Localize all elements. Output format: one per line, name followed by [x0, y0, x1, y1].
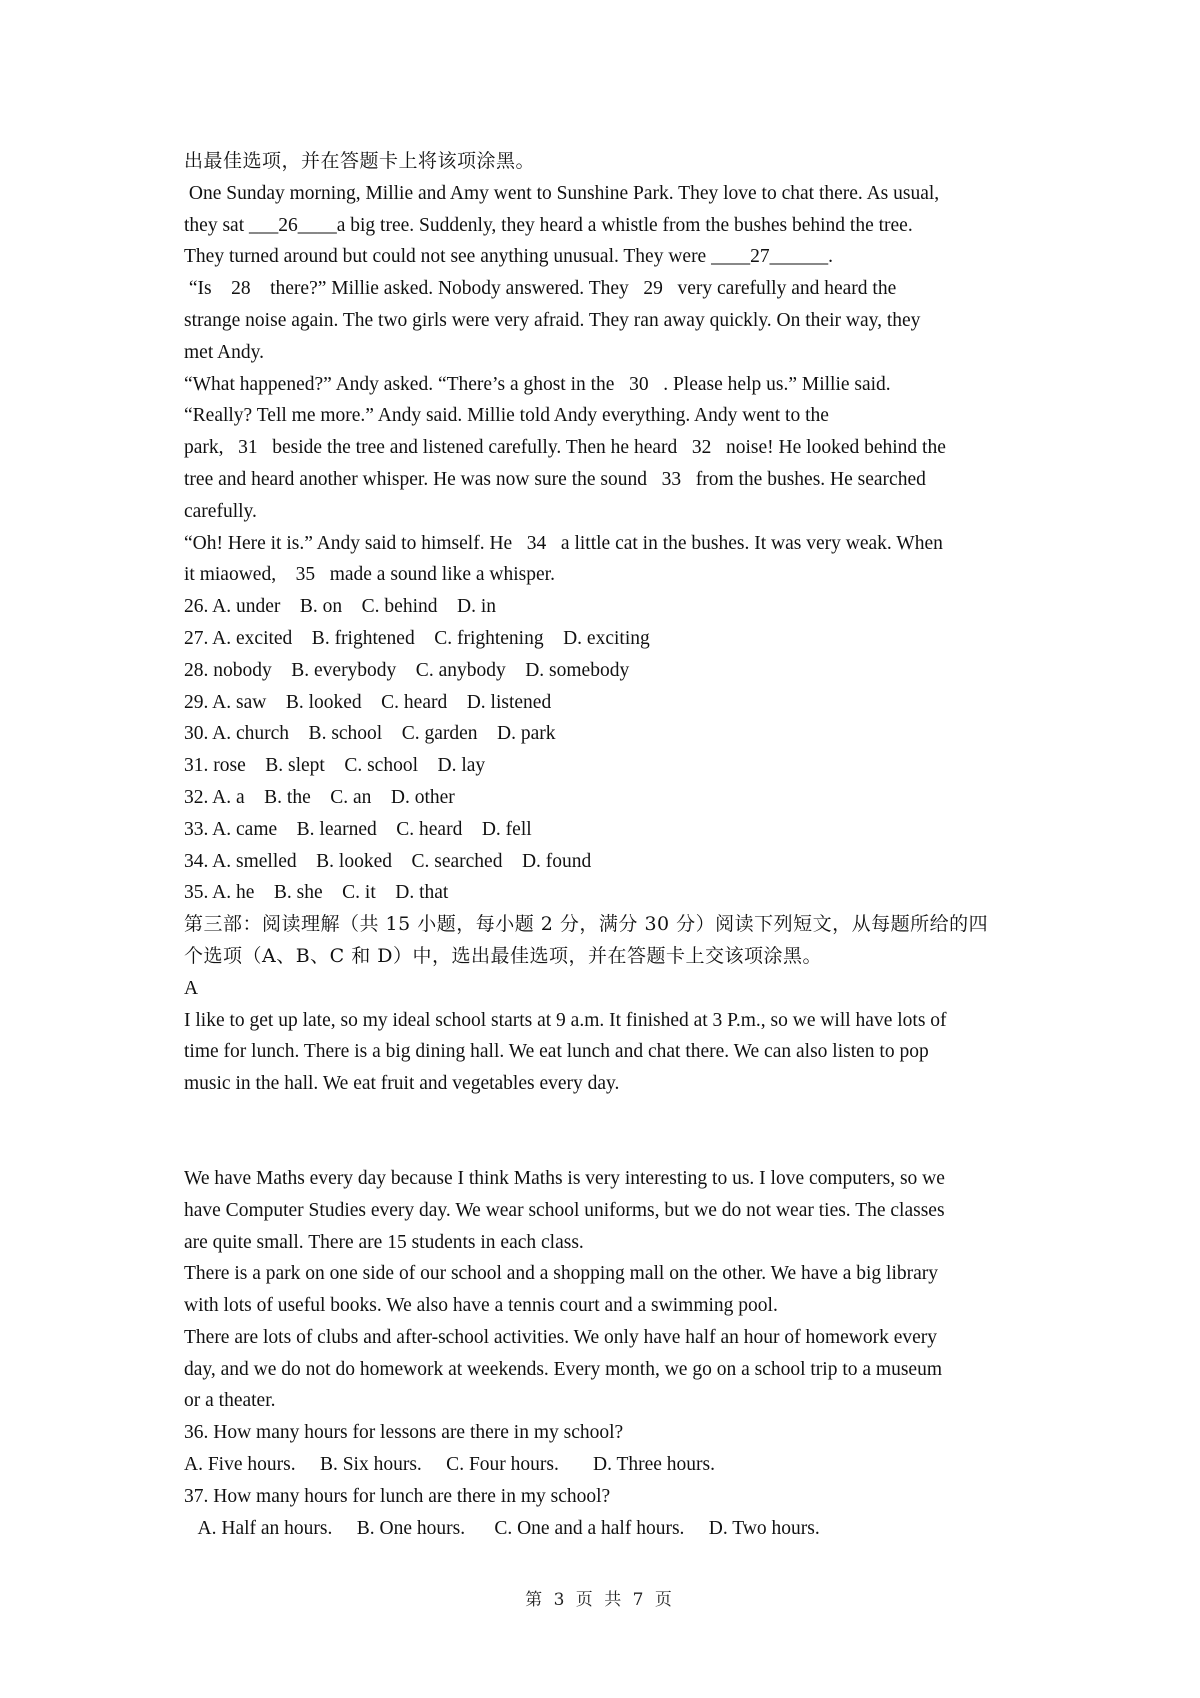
option-line: 33. A. came B. learned C. heard D. fell [184, 818, 532, 840]
paragraph-line: I like to get up late, so my ideal school starts at 9 a.m. It finished at 3 P.m., so we will have lots of [184, 1009, 947, 1031]
paragraph-line: or a theater. [184, 1390, 276, 1412]
passage-line: They turned around but could not see anything unusual. They were ____27______. [184, 246, 833, 268]
option-line: 34. A. smelled B. looked C. searched D. found [184, 850, 592, 872]
option-line: 26. A. under B. on C. behind D. in [184, 596, 496, 618]
instruction-text: 出最佳选项，并在答题卡上将该项涂黑。 [184, 150, 536, 172]
option-line: 32. A. a B. the C. an D. other [184, 786, 455, 808]
paragraph-line: have Computer Studies every day. We wear school uniforms, but we do not wear ties. The classes [184, 1199, 945, 1221]
blank-gap [184, 1100, 1034, 1163]
option-line: 35. A. he B. she C. it D. that [184, 882, 449, 904]
page-content [184, 146, 1034, 1544]
passage-line: carefully. [184, 500, 257, 522]
paragraph-line: time for lunch. There is a big dining hall. We eat lunch and chat there. We can also listen to pop [184, 1041, 929, 1063]
reading-paragraph-1 [184, 1005, 1034, 1100]
page-footer: 第 3 页 共 7 页 [525, 1590, 675, 1610]
passage-line: tree and heard another whisper. He was now sure the sound 33 from the bushes. He searched [184, 468, 926, 490]
answer-options: A. Half an hours. B. One hours. C. One and a half hours. D. Two hours. [184, 1517, 820, 1539]
option-line: 28. nobody B. everybody C. anybody D. somebody [184, 659, 630, 681]
reading-questions [184, 1417, 1034, 1544]
paragraph-line: with lots of useful books. We also have a tennis court and a swimming pool. [184, 1295, 778, 1317]
passage-label: A [184, 977, 199, 999]
passage-line: park, 31 beside the tree and listened carefully. Then he heard 32 noise! He looked behind the [184, 437, 946, 459]
passage-line: One Sunday morning, Millie and Amy went to Sunshine Park. They love to chat there. As usual, [184, 182, 940, 204]
option-line: 30. A. church B. school C. garden D. park [184, 723, 556, 745]
passage-line: it miaowed, 35 made a sound like a whisper. [184, 564, 555, 586]
passage-line: “Really? Tell me more.” Andy said. Millie told Andy everything. Andy went to the [184, 405, 829, 427]
passage-line: they sat ___26____a big tree. Suddenly, they heard a whistle from the bushes behind the tree. [184, 214, 913, 236]
passage-line: “Oh! Here it is.” Andy said to himself. He 34 a little cat in the bushes. It was very weak. When [184, 532, 943, 554]
passage-line: strange noise again. The two girls were very afraid. They ran away quickly. On their way, they [184, 309, 921, 331]
option-line: 29. A. saw B. looked C. heard D. listened [184, 691, 552, 713]
paragraph-line: We have Maths every day because I think Maths is very interesting to us. I love computers, so we [184, 1167, 945, 1189]
passage-line: “Is 28 there?” Millie asked. Nobody answered. They 29 very carefully and heard the [184, 278, 897, 300]
paragraph-line: day, and we do not do homework at weekends. Every month, we go on a school trip to a museum [184, 1358, 942, 1380]
paragraph-line: music in the hall. We eat fruit and vegetables every day. [184, 1073, 620, 1095]
option-line: 31. rose B. slept C. school D. lay [184, 755, 486, 777]
cloze-passage [184, 178, 1034, 591]
paragraph-line: There are lots of clubs and after-school activities. We only have half an hour of homework every [184, 1326, 938, 1348]
question-line: 37. How many hours for lunch are there in my school? [184, 1485, 611, 1507]
passage-line: “What happened?” Andy asked. “There’s a ghost in the 30 . Please help us.” Millie said. [184, 373, 891, 395]
reading-paragraph-2 [184, 1163, 1034, 1417]
question-line: 36. How many hours for lessons are there in my school? [184, 1422, 624, 1444]
section-heading-line: 第三部：阅读理解（共 15 小题，每小题 2 分，满分 30 分）阅读下列短文，从每题所给的四 [184, 913, 989, 936]
paragraph-line: There is a park on one side of our school and a shopping mall on the other. We have a big library [184, 1263, 939, 1285]
section-heading [184, 909, 1034, 973]
option-line: 27. A. excited B. frightened C. frightening D. exciting [184, 627, 650, 649]
passage-line: met Andy. [184, 341, 264, 363]
paragraph-line: are quite small. There are 15 students in each class. [184, 1231, 584, 1253]
section-heading-line: 个选项（A、B、C 和 D）中，选出最佳选项，并在答题卡上交该项涂黑。 [184, 944, 823, 967]
answer-options: A. Five hours. B. Six hours. C. Four hours. D. Three hours. [184, 1454, 716, 1476]
cloze-options [184, 591, 1034, 909]
